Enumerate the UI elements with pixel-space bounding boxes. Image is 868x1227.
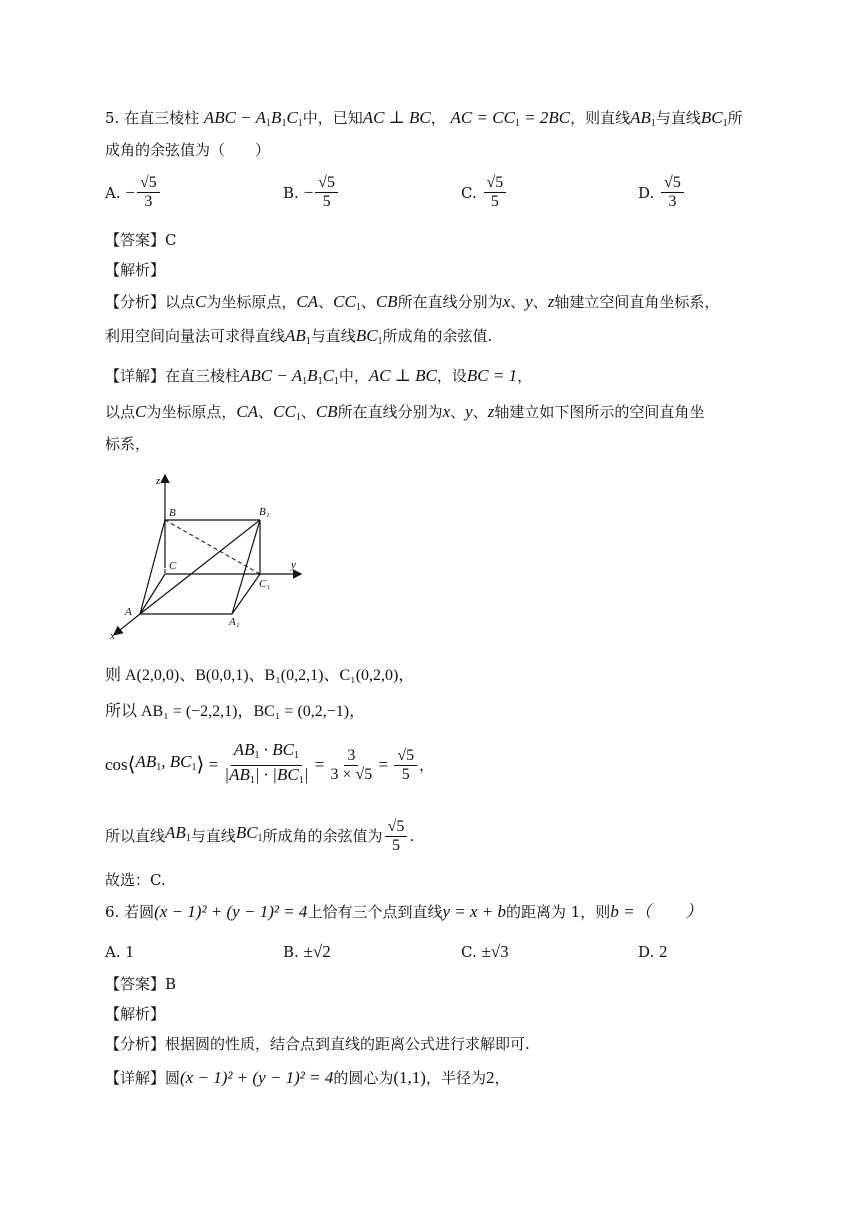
q5-option-b: B. − $\frac{√5}{5}$ (283, 174, 340, 211)
q6-stem: 6. 若圆(x − 1)² + (y − 1)² = 4上恰有三个点到直线y = x + b的距离为 1，则b =（ ） (105, 902, 703, 921)
q5-vectors: 所以 AB₁ = (−2,2,1)，BC₁ = (0,2,−1)， (105, 703, 366, 720)
q6-fenxi: 【分析】根据圆的性质，结合点到直线的距离公式进行求解即可. (105, 1035, 530, 1053)
q6-option-d: D. 2 (638, 942, 668, 961)
q5-fenxi-line1: 【分析】以点C为坐标原点，CA、$CC_1$、CB所在直线分别为x、y、z轴建立空间直角坐标系， (105, 292, 720, 313)
figure-label-c1: C₁ (259, 578, 271, 590)
q6-jiexi: 【解析】 (105, 1005, 166, 1023)
q5-xiangjie-line2: 以点C为坐标原点，CA、$CC_1$、CB所在直线分别为x、y、z轴建立如下图所示的空间直角坐 (105, 402, 705, 423)
q5-option-d: D. $\frac{√5}{3}$ (638, 174, 686, 211)
q5-choose: 故选：C. (105, 871, 166, 889)
q5-stem-line2: 成角的余弦值为（ ） (105, 141, 271, 159)
q5-option-a: A. − $\frac{√5}{3}$ (105, 174, 162, 211)
figure-label-z: z (156, 475, 161, 487)
q6-answer: 【答案】B (105, 975, 177, 993)
q5-cos-formula: cos ⟨ $AB_1$, $BC_1$ ⟩ = $\frac{AB_1 \cdot BC_1}{|AB_1| \cdot |BC_1|}$ = $\frac{3}{3 \times √5}$ = $\frac{√5}{5}$ ， (105, 739, 435, 786)
q5-fenxi-line2: 利用空间向量法可求得直线$AB_1$与直线$BC_1$所成角的余弦值. (105, 326, 493, 347)
prism-coordinate-figure (105, 468, 315, 643)
figure-label-x: x (110, 630, 115, 642)
q5-xiangjie-line3: 标系， (105, 435, 151, 453)
q6-option-a: A. 1 (105, 942, 134, 961)
figure-label-c: C (169, 560, 177, 572)
figure-label-a1: A₁ (229, 616, 240, 628)
figure-label-b: B (169, 507, 176, 519)
q6-option-b: B. ±√2 (283, 942, 331, 961)
q5-conclusion: 所以直线 $AB_1$ 与直线 $BC_1$ 所成角的余弦值为 $\frac{√5}{5}$ . (105, 817, 415, 854)
q6-xiangjie: 【详解】圆(x − 1)² + (y − 1)² = 4的圆心为(1,1)，半径为2， (105, 1068, 510, 1087)
q5-option-c: C. $\frac{√5}{5}$ (461, 174, 508, 211)
figure-label-y: y (291, 559, 296, 571)
q5-coords: 则 A(2,0,0)、B(0,0,1)、B₁(0,2,1)、C₁(0,2,0)， (105, 667, 415, 684)
figure-label-a: A (125, 606, 132, 618)
q6-option-c: C. ±√3 (461, 942, 509, 961)
figure-label-b1: B₁ (259, 506, 270, 518)
q5-jiexi: 【解析】 (105, 261, 166, 279)
q5-answer: 【答案】C (105, 231, 177, 249)
q5-stem-line1: 5. 在直三棱柱 ABC − $A_1B_1C_1$中，已知AC ⊥ BC， AC = $CC_1 = 2BC$，则直线$AB_1$与直线$BC_1$所 (105, 108, 743, 129)
q5-xiangjie-line1: 【详解】在直三棱柱ABC − $A_1B_1C_1$中，AC ⊥ BC，设BC = 1， (105, 366, 533, 387)
